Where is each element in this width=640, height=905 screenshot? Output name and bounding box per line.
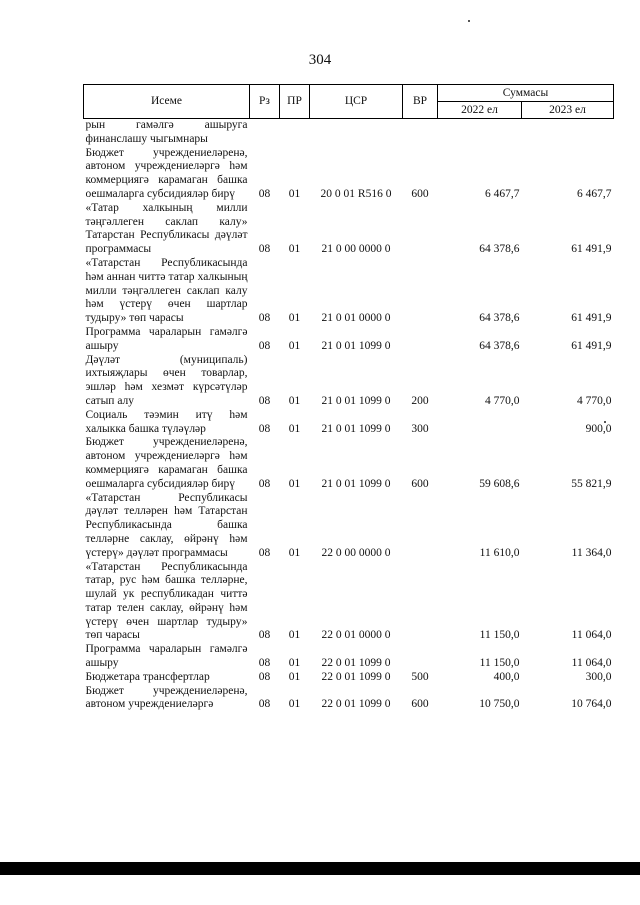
cell-csr <box>310 119 403 147</box>
table-row <box>84 326 614 354</box>
table-row <box>84 643 614 671</box>
cell-csr: 21 0 01 0000 0 <box>321 312 391 325</box>
cell-amount-2023: 900,0 <box>585 422 612 435</box>
cell-pr <box>280 119 310 147</box>
cell-rz: 08 <box>258 657 271 670</box>
cell-csr: 20 0 01 R516 0 <box>320 187 392 200</box>
cell-csr: 21 0 01 1099 0 <box>321 477 391 490</box>
cell-name: Бюджет учреждениеләренә, автоном учреждениеләргә <box>85 684 248 711</box>
cell-amount-2022: 64 378,6 <box>479 243 520 256</box>
cell-rz: 08 <box>258 670 271 683</box>
table-row <box>84 671 614 685</box>
cell-amount-2023: 11 064,0 <box>571 629 612 642</box>
budget-table <box>83 84 614 712</box>
cell-amount-2022: 10 750,0 <box>479 698 520 711</box>
table-row <box>84 436 614 491</box>
header-year-2022: 2022 ел <box>438 102 522 119</box>
cell-csr: 22 0 01 1099 0 <box>321 670 391 683</box>
cell-vr: 200 <box>411 394 429 407</box>
scan-edge-bar <box>0 862 640 875</box>
table-row <box>84 409 614 437</box>
table-row <box>84 119 614 147</box>
cell-pr: 01 <box>288 698 301 711</box>
cell-amount-2023: 61 491,9 <box>571 312 612 325</box>
cell-amount-2023: 6 467,7 <box>577 187 612 200</box>
cell-rz: 08 <box>258 243 271 256</box>
cell-amount-2022: 400,0 <box>493 670 520 683</box>
cell-vr <box>403 326 438 354</box>
cell-rz: 08 <box>258 312 271 325</box>
cell-rz: 08 <box>258 477 271 490</box>
cell-amount-2022 <box>438 409 522 437</box>
cell-vr: 600 <box>411 698 429 711</box>
table-header <box>84 85 614 119</box>
table-row <box>84 492 614 561</box>
cell-name: Бюджетара трансфертлар <box>85 670 210 683</box>
table-row <box>84 561 614 644</box>
table-row <box>84 685 614 713</box>
cell-vr: 600 <box>411 477 429 490</box>
cell-amount-2023: 55 821,9 <box>571 477 612 490</box>
cell-csr: 22 0 01 0000 0 <box>321 629 391 642</box>
cell-csr: 22 0 00 0000 0 <box>321 546 391 559</box>
cell-amount-2023: 11 064,0 <box>571 657 612 670</box>
cell-amount-2022 <box>438 119 522 147</box>
cell-amount-2022: 11 150,0 <box>479 629 520 642</box>
cell-pr: 01 <box>288 477 301 490</box>
cell-vr: 600 <box>411 187 429 200</box>
table-row <box>84 147 614 202</box>
cell-rz: 08 <box>258 339 271 352</box>
cell-vr: 500 <box>411 670 429 683</box>
cell-amount-2023: 300,0 <box>585 670 612 683</box>
header-pr: ПР <box>280 85 310 119</box>
scan-speck <box>468 20 470 22</box>
page-number: 304 <box>308 52 332 68</box>
table-row <box>84 202 614 257</box>
cell-name: Бюджет учреждениеләренә, автоном учреждениеләргә һәм коммерциягә карамаган башка оешмаларга субсидияләр бирү <box>85 146 248 200</box>
cell-name: Программа чараларын гамәлгә ашыру <box>85 325 248 352</box>
cell-csr: 21 0 01 1099 0 <box>321 422 391 435</box>
cell-rz: 08 <box>258 394 271 407</box>
scan-speck <box>604 421 606 423</box>
cell-vr <box>403 202 438 257</box>
cell-pr: 01 <box>288 243 301 256</box>
cell-pr: 01 <box>288 422 301 435</box>
cell-pr: 01 <box>288 629 301 642</box>
cell-csr: 21 0 01 1099 0 <box>321 394 391 407</box>
header-name: Исеме <box>84 85 250 119</box>
table-row <box>84 354 614 409</box>
cell-name: Дәүләт (муниципаль) ихтыяҗлары өчен товарлар, эшләр һәм хезмәт күрсәтүләр сатып алу <box>85 353 248 407</box>
cell-csr: 22 0 01 1099 0 <box>321 657 391 670</box>
cell-name: рын гамәлгә ашыруга финанслашу чыгымнары <box>85 119 248 145</box>
cell-amount-2022: 64 378,6 <box>479 339 520 352</box>
cell-amount-2022: 59 608,6 <box>479 477 520 490</box>
cell-name: Бюджет учреждениеләренә, автоном учреждениеләргә һәм коммерциягә карамаган башка оешмаларга субсидияләр бирү <box>85 436 248 490</box>
cell-amount-2023 <box>522 119 614 147</box>
cell-rz <box>250 119 280 147</box>
cell-pr: 01 <box>288 394 301 407</box>
cell-name: «Татар халкының милли тәңгәллеген саклап калу» Татарстан Республикасы дәүләт программасы <box>85 201 248 256</box>
cell-name: «Татарстан Республикасында татар, рус һәм башка телләрне, шулай ук республикадан читтә татар телен саклау, өйрәнү һәм үстерү өчен шартлар тудыру» төп чарасы <box>85 560 248 642</box>
cell-vr <box>403 643 438 671</box>
cell-name: «Татарстан Республикасы дәүләт телләрен һәм Татарстан Республикасында башка телләрне саклау, өйрәнү һәм үстерү» дәүләт программасы <box>85 491 248 559</box>
cell-vr <box>403 119 438 147</box>
cell-vr <box>403 257 438 326</box>
header-sums: Суммасы <box>438 85 614 102</box>
header-vr: ВР <box>403 85 438 119</box>
cell-csr: 21 0 00 0000 0 <box>321 243 391 256</box>
cell-csr: 21 0 01 1099 0 <box>321 339 391 352</box>
header-year-2023: 2023 ел <box>522 102 614 119</box>
cell-pr: 01 <box>288 312 301 325</box>
cell-vr <box>403 561 438 644</box>
table-row <box>84 257 614 326</box>
cell-name: Программа чараларын гамәлгә ашыру <box>85 643 248 670</box>
cell-pr: 01 <box>288 546 301 559</box>
cell-amount-2022: 64 378,6 <box>479 312 520 325</box>
cell-rz: 08 <box>258 187 271 200</box>
table-body <box>84 119 614 713</box>
cell-pr: 01 <box>288 339 301 352</box>
cell-vr: 300 <box>411 422 429 435</box>
cell-amount-2022: 4 770,0 <box>485 394 520 407</box>
cell-rz: 08 <box>258 698 271 711</box>
cell-amount-2022: 6 467,7 <box>485 187 520 200</box>
cell-csr: 22 0 01 1099 0 <box>321 698 391 711</box>
cell-rz: 08 <box>258 422 271 435</box>
cell-name: «Татарстан Республикасында һәм аннан читтә татар халкының милли тәңгәллеген саклап калу һәм үстерү өчен шартлар тудыру» төп чарасы <box>85 256 248 325</box>
cell-amount-2022: 11 610,0 <box>479 546 520 559</box>
cell-amount-2023: 4 770,0 <box>577 394 612 407</box>
cell-name: Социаль тәэмин итү һәм халыкка башка түләүләр <box>85 408 248 435</box>
cell-vr <box>403 492 438 561</box>
cell-pr: 01 <box>288 657 301 670</box>
cell-pr: 01 <box>288 187 301 200</box>
header-csr: ЦСР <box>310 85 403 119</box>
cell-rz: 08 <box>258 629 271 642</box>
cell-amount-2023: 61 491,9 <box>571 243 612 256</box>
cell-amount-2023: 61 491,9 <box>571 339 612 352</box>
cell-amount-2022: 11 150,0 <box>479 657 520 670</box>
cell-rz: 08 <box>258 546 271 559</box>
header-rz: Рз <box>250 85 280 119</box>
cell-amount-2023: 11 364,0 <box>571 546 612 559</box>
cell-pr: 01 <box>288 670 301 683</box>
cell-amount-2023: 10 764,0 <box>571 698 612 711</box>
